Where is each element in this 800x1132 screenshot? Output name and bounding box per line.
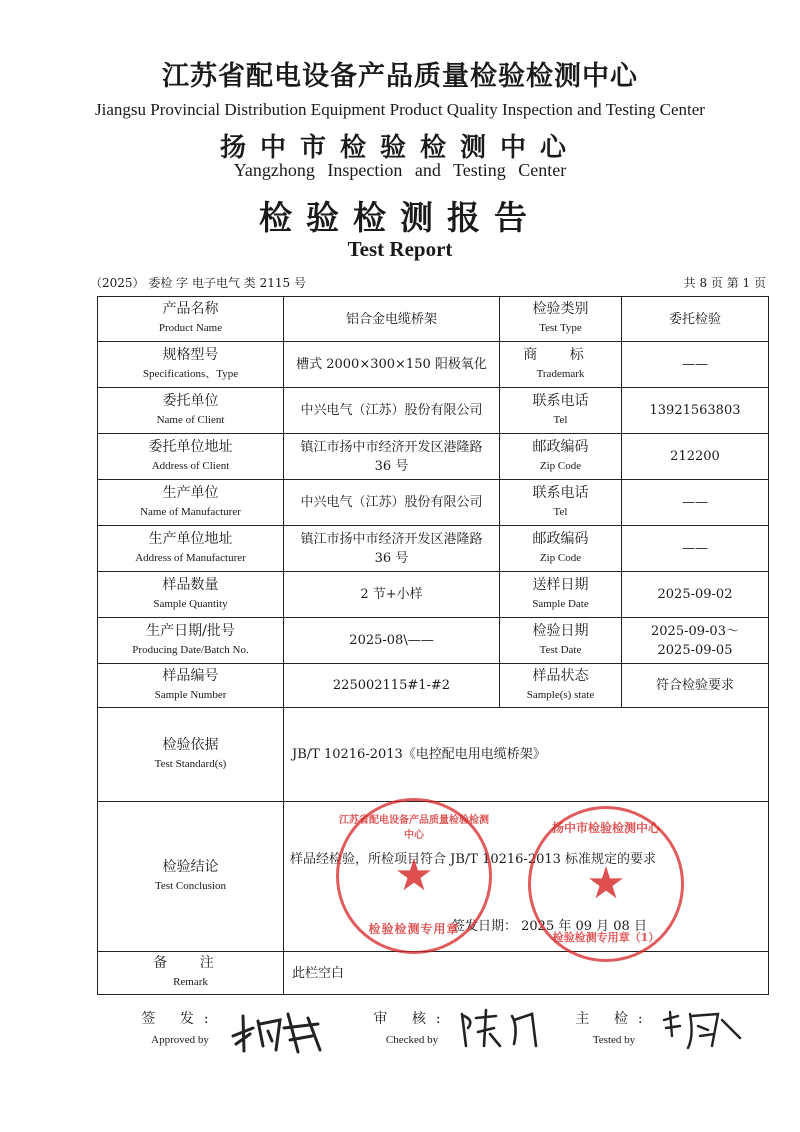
label-manufacturer-tel: 联系电话 Tel: [500, 480, 622, 526]
value-manufacturer-zip: ——: [622, 526, 769, 572]
page-indicator: 共 8 页 第 1 页: [683, 276, 766, 290]
value-sample-number: 225002115#1-#2: [284, 664, 500, 708]
label-sample-date: 送样日期 Sample Date: [500, 572, 622, 618]
value-test-type: 委托检验: [622, 297, 769, 342]
checked-by-label: 审 核: Checked by: [373, 1011, 451, 1046]
value-client-address: 镇江市扬中市经济开发区港隆路 36 号: [284, 434, 500, 480]
value-spec: 槽式 2000×300×150 阳极氧化: [284, 342, 500, 388]
label-manufacturer-zip: 邮政编码 Zip Code: [500, 526, 622, 572]
value-producing-date: 2025-08\——: [284, 618, 500, 664]
report-title-en: Test Report: [347, 237, 453, 261]
label-sample-state: 样品状态 Sample(s) state: [500, 664, 622, 708]
label-remark: 备 注 Remark: [98, 952, 284, 995]
label-producing-date: 生产日期/批号 Producing Date/Batch No.: [98, 618, 284, 664]
value-client-tel: 13921563803: [622, 388, 769, 434]
org2-title-en: Yangzhong Inspection and Testing Center: [233, 160, 567, 180]
report-title-cn: 检验检测报告: [259, 198, 541, 237]
value-manufacturer-tel: ——: [622, 480, 769, 526]
value-sample-date: 2025-09-02: [622, 572, 769, 618]
label-test-date: 检验日期 Test Date: [500, 618, 622, 664]
label-client-zip: 邮政编码 Zip Code: [500, 434, 622, 480]
conclusion-text: 样品经检验，所检项目符合 JB/T 10216-2013 标准规定的要求: [290, 852, 657, 867]
label-spec: 规格型号 Specifications、Type: [98, 342, 284, 388]
seal-star-icon: ★: [586, 858, 626, 909]
label-client-address: 委托单位地址 Address of Client: [98, 434, 284, 480]
value-product-name: 铝合金电缆桥架: [284, 297, 500, 342]
tested-signature: [660, 1006, 750, 1052]
approved-by-label: 签 发: Approved by: [141, 1011, 219, 1046]
seal-star-icon: ★: [394, 850, 434, 901]
value-sample-quantity: 2 节+小样: [284, 572, 500, 618]
org-title-cn: 江苏省配电设备产品质量检验检测中心: [162, 61, 638, 92]
approved-signature: [228, 1006, 328, 1056]
seal-yangzhong-center: 扬中市检验检测中心 ★ 检验检测专用章（1）: [528, 806, 684, 962]
label-test-standard: 检验依据 Test Standard(s): [98, 708, 284, 802]
value-test-date: 2025-09-03～ 2025-09-05: [622, 618, 769, 664]
value-remark: 此栏空白: [284, 952, 769, 995]
org2-title-cn: 扬中市检验检测中心: [219, 133, 580, 163]
label-client-tel: 联系电话 Tel: [500, 388, 622, 434]
value-sample-state: 符合检验要求: [622, 664, 769, 708]
label-test-conclusion: 检验结论 Test Conclusion: [98, 802, 284, 952]
value-test-standard: JB/T 10216-2013《电控配电用电缆桥架》: [284, 708, 769, 802]
report-reference-number: （2025） 委检 字 电子电气 类 2115 号: [90, 276, 306, 290]
value-manufacturer-address: 镇江市扬中市经济开发区港隆路 36 号: [284, 526, 500, 572]
checked-signature: [456, 1006, 546, 1052]
seal-provincial-center: 江苏省配电设备产品质量检验检测中心 ★ 检验检测专用章: [336, 798, 492, 954]
label-sample-number: 样品编号 Sample Number: [98, 664, 284, 708]
label-product-name: 产品名称 Product Name: [98, 297, 284, 342]
value-manufacturer: 中兴电气（江苏）股份有限公司: [284, 480, 500, 526]
label-trademark: 商 标 Trademark: [500, 342, 622, 388]
value-client-zip: 212200: [622, 434, 769, 480]
label-sample-quantity: 样品数量 Sample Quantity: [98, 572, 284, 618]
label-test-type: 检验类别 Test Type: [500, 297, 622, 342]
tested-by-label: 主 检: Tested by: [575, 1011, 653, 1046]
label-client: 委托单位 Name of Client: [98, 388, 284, 434]
label-manufacturer-address: 生产单位地址 Address of Manufacturer: [98, 526, 284, 572]
value-trademark: ——: [622, 342, 769, 388]
issue-date: 签发日期： 2025 年 09 月 08 日: [452, 919, 647, 934]
value-client: 中兴电气（江苏）股份有限公司: [284, 388, 500, 434]
org-title-en: Jiangsu Provincial Distribution Equipment Product Quality Inspection and Testing Center: [95, 100, 705, 119]
label-manufacturer: 生产单位 Name of Manufacturer: [98, 480, 284, 526]
